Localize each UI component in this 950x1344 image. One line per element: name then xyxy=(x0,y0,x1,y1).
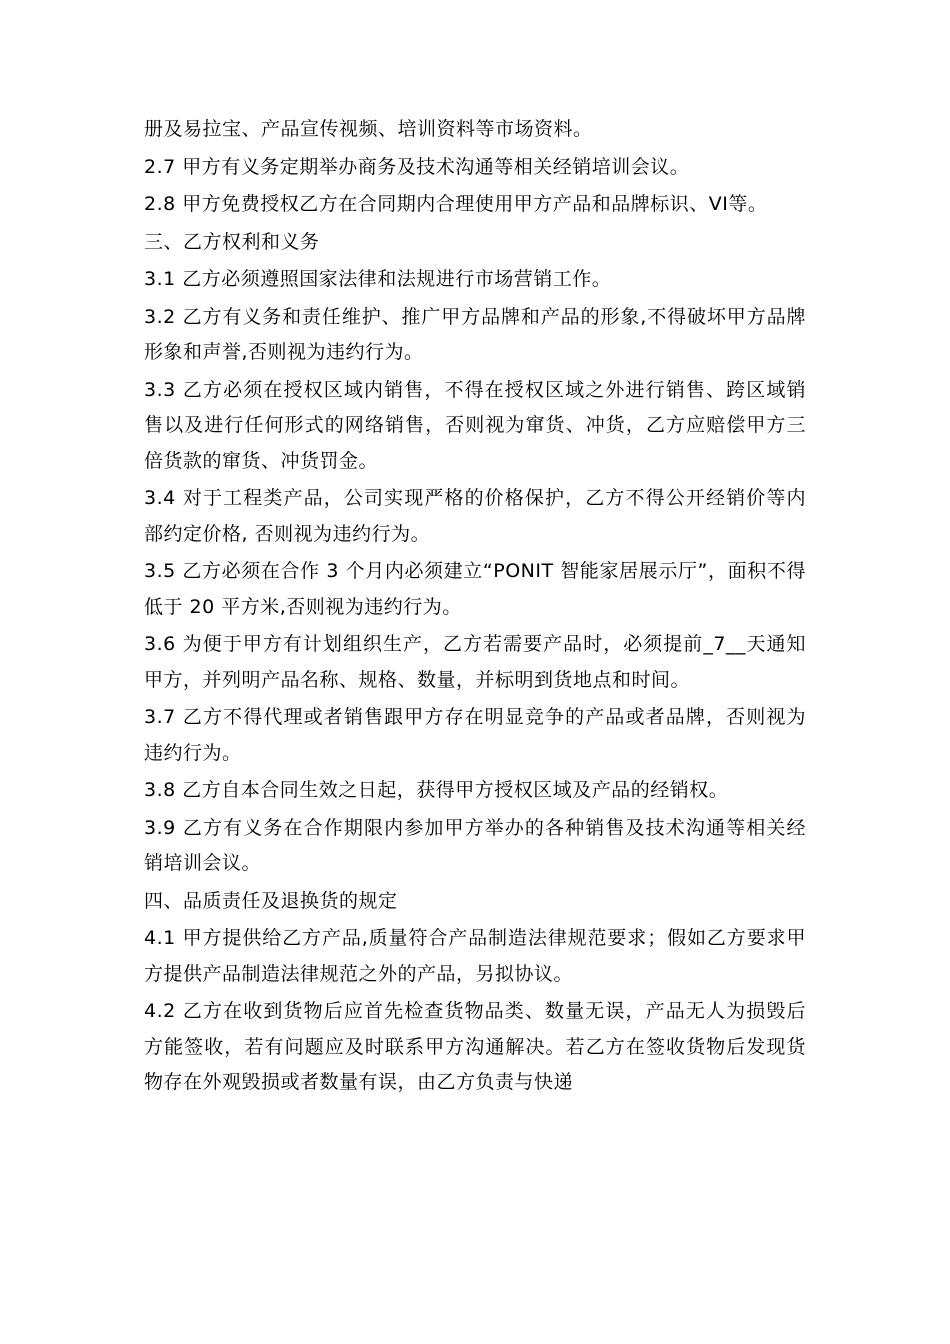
clause-3-5: 3.5 乙方必须在合作 3 个月内必须建立“PONIT 智能家居展示厅”，面积不得低于 20 平方米,否则视为违约行为。 xyxy=(144,560,806,618)
clause-4-2: 4.2 乙方在收到货物后应首先检查货物品类、数量无误，产品无人为损毁后方能签收，若有问题应及时联系甲方沟通解决。若乙方在签收货物后发现货物存在外观毁损或者数量有误，由乙方负责与快递 xyxy=(144,1000,806,1093)
clause-3-4: 3.4 对于工程类产品，公司实现严格的价格保护，乙方不得公开经销价等内部约定价格, 否则视为违约行为。 xyxy=(144,487,806,545)
clause-3-2: 3.2 乙方有义务和责任维护、推广甲方品牌和产品的形象,不得破坏甲方品牌形象和声誉,否则视为违约行为。 xyxy=(144,305,806,363)
clause-3-9: 3.9 乙方有义务在合作期限内参加甲方举办的各种销售及技术沟通等相关经销培训会议。 xyxy=(144,816,806,874)
clause-3-6: 3.6 为便于甲方有计划组织生产，乙方若需要产品时，必须提前_7__天通知甲方，并列明产品名称、规格、数量，并标明到货地点和时间。 xyxy=(144,633,806,691)
document-body xyxy=(144,112,806,1103)
paragraph-materials-continued: 册及易拉宝、产品宣传视频、培训资料等市场资料。 xyxy=(144,118,593,140)
clause-3-8: 3.8 乙方自本合同生效之日起，获得甲方授权区域及产品的经销权。 xyxy=(144,779,729,801)
clause-2-8: 2.8 甲方免费授权乙方在合同期内合理使用甲方产品和品牌标识、VI等。 xyxy=(144,193,768,215)
clause-3-7: 3.7 乙方不得代理或者销售跟甲方存在明显竞争的产品或者品牌，否则视为违约行为。 xyxy=(144,706,806,764)
section-heading-4: 四、品质责任及退换货的规定 xyxy=(144,889,398,912)
clause-3-3: 3.3 乙方必须在授权区域内销售，不得在授权区域之外进行销售、跨区域销售以及进行任何形式的网络销售，否则视为窜货、冲货，乙方应赔偿甲方三倍货款的窜货、冲货罚金。 xyxy=(144,378,806,472)
clause-3-1: 3.1 乙方必须遵照国家法律和法规进行市场营销工作。 xyxy=(144,268,612,290)
clause-2-7: 2.7 甲方有义务定期举办商务及技术沟通等相关经销培训会议。 xyxy=(144,155,690,178)
section-heading-3: 三、乙方权利和义务 xyxy=(144,230,320,253)
clause-4-1: 4.1 甲方提供给乙方产品,质量符合产品制造法律规范要求；假如乙方要求甲方提供产品制造法律规范之外的产品，另拟协议。 xyxy=(144,927,806,985)
